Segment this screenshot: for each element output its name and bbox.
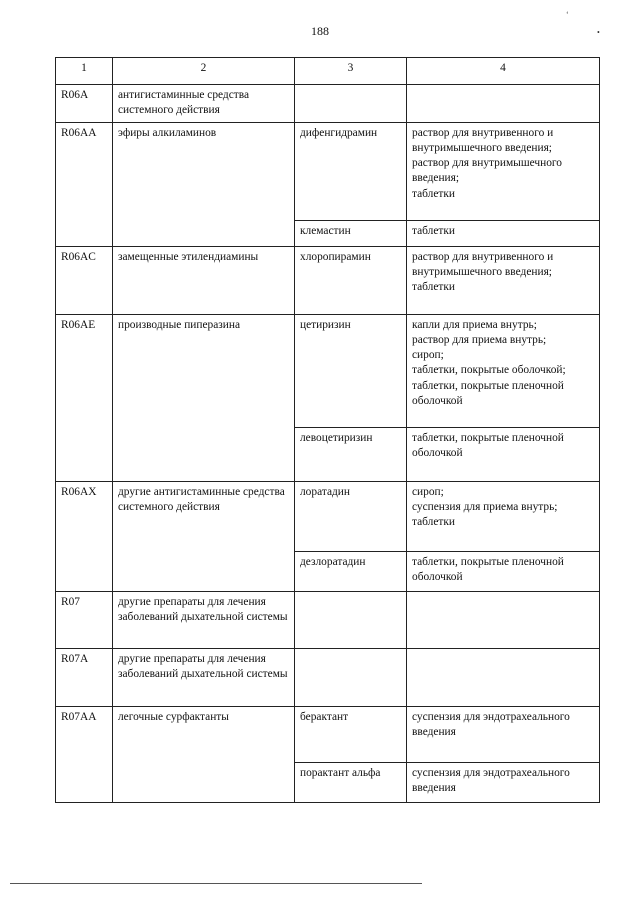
atc-group: производные пиперазина [113,315,295,482]
atc-code: R06A [56,85,113,123]
column-header: 2 [113,58,295,85]
atc-group: другие препараты для лечения заболеваний дыхательной системы [113,592,295,649]
substance-cell [295,649,407,707]
table-row [56,707,600,763]
forms-cell [407,482,600,552]
atc-code: R07 [56,592,113,649]
table-row [56,592,600,649]
forms-cell [407,649,600,707]
form-item: таблетки [412,281,456,294]
forms-cell [407,247,600,315]
atc-code: R07AA [56,707,113,803]
column-header: 1 [56,58,113,85]
form-item: раствор для внутримышечного введения; [412,157,562,185]
atc-code: R07A [56,649,113,707]
atc-group: легочные сурфактанты [113,707,295,803]
page-number: 188 [311,24,329,38]
forms-cell: таблетки, покрытые пленочной оболочкой [407,552,600,592]
forms-cell: суспензия для эндотрахеального введения [407,763,600,803]
substance-cell: берактант [295,707,407,763]
table-row [56,482,600,552]
table-row [56,85,600,123]
forms-cell [407,315,600,428]
atc-group: антигистаминные средства системного действия [113,85,295,123]
substance-cell: порактант альфа [295,763,407,803]
form-item: сироп; [412,486,444,498]
substance-cell: лоратадин [295,482,407,552]
substance-cell: левоцетиризин [295,428,407,482]
substance-cell [295,592,407,649]
atc-group: эфиры алкиламинов [113,123,295,247]
forms-cell: таблетки, покрытые пленочной оболочкой [407,428,600,482]
atc-code: R06AX [56,482,113,592]
atc-group: другие антигистаминные средства системного действия [113,482,295,592]
forms-cell [407,123,600,221]
column-header: 3 [295,58,407,85]
forms-cell: таблетки [407,221,600,247]
substance-cell: дифенгидрамин [295,123,407,221]
table-row [56,247,600,315]
scan-mark: • [597,28,600,37]
form-item: раствор для внутривенного и внутримышечного введения; [412,127,554,155]
form-item: раствор для внутривенного и внутримышечного введения; [412,251,554,279]
forms-cell [407,85,600,123]
forms-cell: суспензия для эндотрахеального введения [407,707,600,763]
substance-cell: клемастин [295,221,407,247]
form-item: суспензия для приема внутрь; [412,501,558,514]
form-item: таблетки, покрытые пленочной оболочкой [412,379,564,407]
form-item: таблетки [412,187,456,200]
atc-code: R06AA [56,123,113,247]
form-item: сироп; [412,349,444,362]
header-row [56,58,600,85]
substance-cell: цетиризин [295,315,407,428]
table-row [56,649,600,707]
column-header: 4 [407,58,600,85]
substance-cell [295,85,407,123]
bottom-rule [10,883,422,884]
atc-code: R06AC [56,247,113,315]
atc-code: R06AE [56,315,113,482]
form-item: капли для приема внутрь; [412,319,537,331]
atc-group: другие препараты для лечения заболеваний дыхательной системы [113,649,295,707]
scan-mark: ʻ [566,10,569,19]
table-row [56,315,600,428]
form-item: таблетки, покрытые оболочкой; [412,364,566,377]
form-item: таблетки [412,516,456,529]
atc-group: замещенные этилендиамины [113,247,295,315]
table-row [56,123,600,221]
substance-cell: хлоропирамин [295,247,407,315]
form-item: раствор для приема внутрь; [412,334,547,347]
substance-cell: дезлоратадин [295,552,407,592]
drug-table [55,57,600,803]
forms-cell [407,592,600,649]
